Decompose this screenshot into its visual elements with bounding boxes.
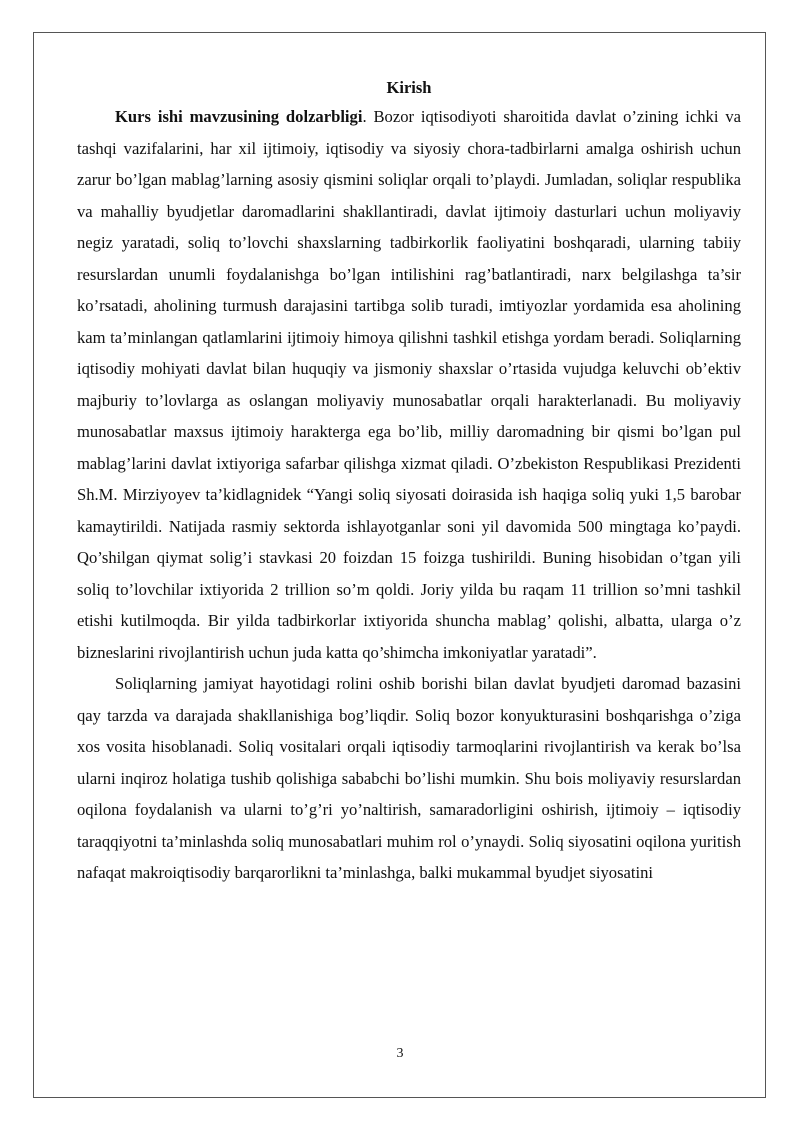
paragraph-lead-bold: Kurs ishi mavzusining dolzarbligi <box>115 107 363 126</box>
paragraph-text: Soliqlarning jamiyat hayotidagi rolini oshib borishi bilan davlat byudjeti daromad bazasini qay tarzda va darajada shakllanishiga bog’liqdir. Soliq bozor konyukturasini boshqarishga o’ziga xos vosita hisoblanadi. Soliq vositalari orqali iqtisodiy tarmoqlarini rivojlantirish va kerak bo’lsa ularni inqiroz holatiga tushib qolishiga sababchi bo’lishi mumkin. Shu bois moliyaviy resurslardan oqilona foydalanish va ularni to’g’ri yo’naltirish, samaradorligini oshirish, ijtimoiy – iqtisodiy taraqqiyotni ta’minlashda soliq munosabatlari muhim rol o’ynaydi. Soliq siyosatini oqilona yuritish nafaqat makroiqtisodiy barqarorlikni ta’minlashga, balki mukammal byudjet siyosatini <box>77 674 741 882</box>
document-body <box>77 74 741 889</box>
paragraph-tax-role <box>77 668 741 889</box>
page-number: 3 <box>396 1046 404 1061</box>
paragraph-relevance <box>77 101 741 668</box>
paragraph-text: . Bozor iqtisodiyoti sharoitida davlat o’zining ichki va tashqi vazifalarini, har xil ijtimoiy, iqtisodiy va siyosiy chora-tadbirlarni amalga oshirish uchun zarur bo’lgan mablag’larning asosiy qismini soliqlar orqali to’playdi. Jumladan, soliqlar respublika va mahalliy byudjetlar daromadlarini shakllantiradi, davlat ijtimoiy dasturlari uchun moliyaviy negiz yaratadi, soliq to’lovchi shaxslarning tadbirkorlik faoliyatini boshqaradi, ularning tabiiy resurslardan unumli foydalanishga bo’lgan intilishini rag’batlantiradi, narx belgilashga ta’sir ko’rsatadi, aholining turmush darajasini tartibga solib turadi, imtiyozlar yordamida esa aholining kam ta’minlangan qatlamlarini ijtimoiy himoya qilishni tashkil etishga yordam beradi. Soliqlarning iqtisodiy mohiyati davlat bilan huquqiy va jismoniy shaxslar o’rtasida vujudga keluvchi ob’ektiv majburiy to’lovlarga as oslangan moliyaviy munosabatlar orqali harakterlanadi. Bu moliyaviy munosabatlar maxsus ijtimoiy harakterga ega bo’lib, milliy daromadning bir qismi bo’lgan pul mablag’larini davlat ixtiyoriga safarbar qilishga xizmat qiladi. O’zbekiston Respublikasi Prezidenti Sh.M. Mirziyoyev ta’kidlagnidek “Yangi soliq siyosati doirasida ish haqiga soliq yuki 1,5 barobar kamaytirildi. Natijada rasmiy sektorda ishlayotganlar soni yil davomida 500 mingtaga ko’paydi. Qo’shilgan qiymat solig’i stavkasi 20 foizdan 15 foizga tushirildi. Buning hisobidan o’tgan yili soliq to’lovchilar ixtiyorida 2 trillion so’m qoldi. Joriy yilda bu raqam 11 trillion so’mni tashkil etishi kutilmoqda. Bir yilda tadbirkorlar ixtiyorida shuncha mablag’ qolishi, albatta, ularga o’z bizneslarini rivojlantirish uchun juda katta qo’shimcha imkoniyatlar yaratadi”. <box>77 107 741 662</box>
section-heading: Kirish <box>386 78 432 97</box>
